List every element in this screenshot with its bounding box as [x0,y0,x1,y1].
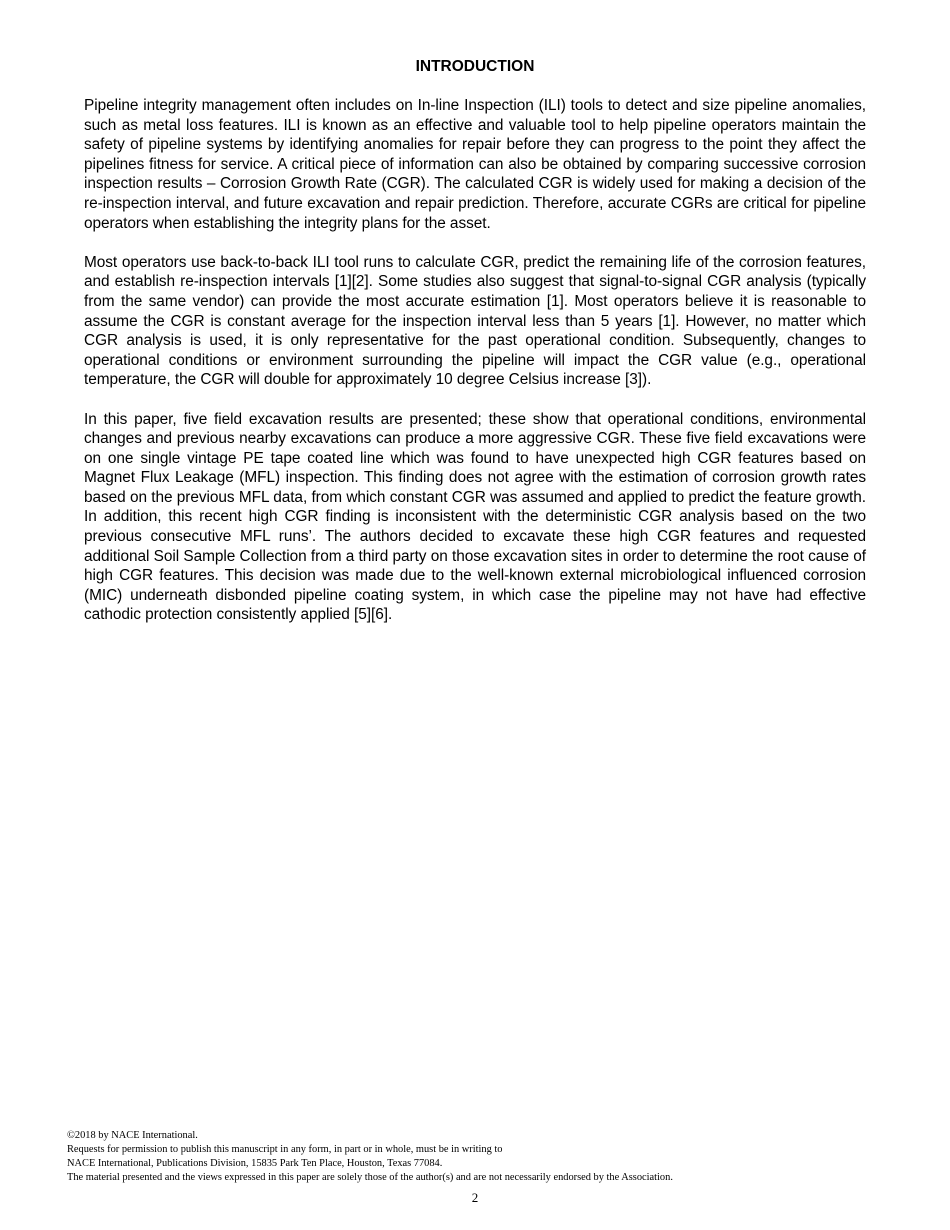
copyright-footer [67,1129,887,1185]
footer-copyright: ©2018 by NACE International. [67,1130,198,1141]
section-body [84,96,866,645]
footer-address: NACE International, Publications Division, 15835 Park Ten Place, Houston, Texas 77084. [67,1158,443,1169]
section-heading: INTRODUCTION [415,58,535,75]
paragraph-1: Pipeline integrity management often includes on In-line Inspection (ILI) tools to detect and size pipeline anomalies, such as metal loss features. ILI is known as an effective and valuable tool to help pipeline operators maintain the safety of pipeline systems by identifying anomalies for repair before they can progress to the point they affect the pipelines fitness for service. A critical piece of information can also be obtained by comparing successive corrosion inspection results – Corrosion Growth Rate (CGR). The calculated CGR is widely used for making a decision of the re-inspection interval, and future excavation and repair prediction. Therefore, accurate CGRs are critical for pipeline operators when establishing the integrity plans for the asset. [84,97,866,232]
footer-permission: Requests for permission to publish this manuscript in any form, in part or in whole, must be in writing to [67,1144,503,1155]
paragraph-2: Most operators use back-to-back ILI tool runs to calculate CGR, predict the remaining life of the corrosion features, and establish re-inspection intervals [1][2]. Some studies also suggest that signal-to-signal CGR analysis (typically from the same vendor) can provide the most accurate estimation [1]. Most operators believe it is reasonable to assume the CGR is constant average for the inspection interval less than 5 years [1]. However, no matter which CGR analysis is used, it is only representative for the past operational condition. Subsequently, changes to operational conditions or environment surrounding the pipeline will impact the CGR value (e.g., operational temperature, the CGR will double for approximately 10 degree Celsius increase [3]). [84,253,866,389]
page-number: 2 [471,1190,479,1205]
footer-disclaimer: The material presented and the views expressed in this paper are solely those of the author(s) and are not necessarily endorsed by the Association. [67,1172,673,1183]
paragraph-3: In this paper, five field excavation results are presented; these show that operational conditions, environmental changes and previous nearby excavations can produce a more aggressive CGR. These five field excavations were on one single vintage PE tape coated line which was found to have unexpected high CGR features based on Magnet Flux Leakage (MFL) inspection. This finding does not agree with the estimation of corrosion growth rates based on the previous MFL data, from which constant CGR was assumed and applied to predict the feature growth. In addition, this recent high CGR finding is inconsistent with the deterministic CGR analysis based on the two previous consecutive MFL runs’. The authors decided to excavate these high CGR features and requested additional Soil Sample Collection from a third party on those excavation sites in order to determine the root cause of high CGR features. This decision was made due to the well-known external microbiological influenced corrosion (MIC) underneath disbonded pipeline coating system, in which case the pipeline may not have had effective cathodic protection consistently applied [5][6]. [84,410,866,624]
